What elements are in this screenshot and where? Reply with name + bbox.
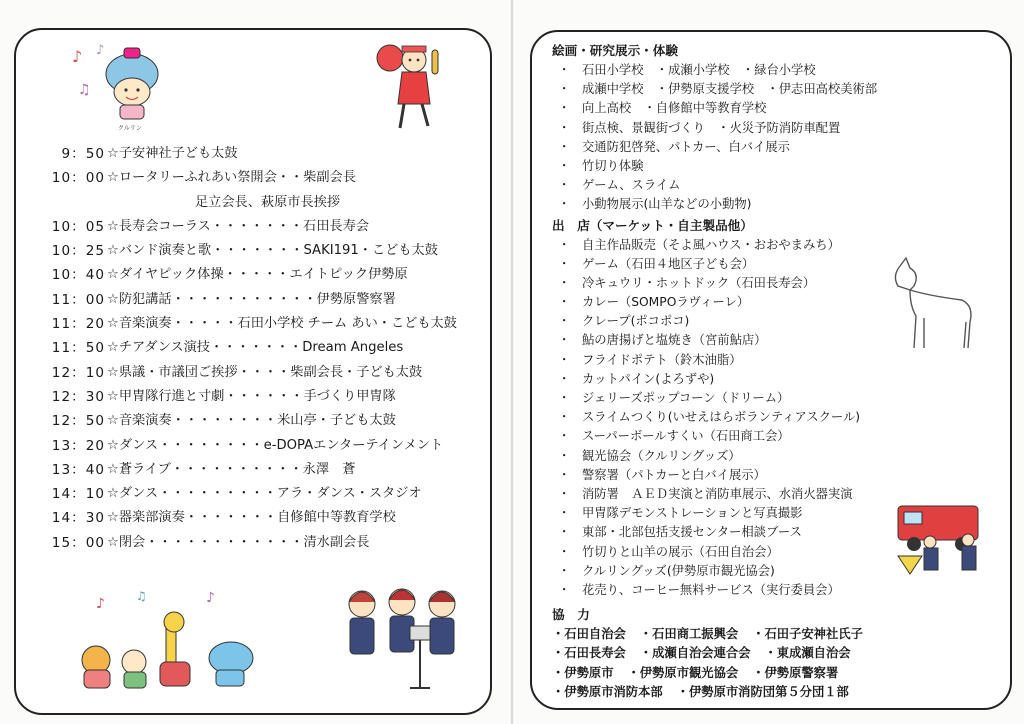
svg-text:♪: ♪ xyxy=(72,47,83,66)
list-item xyxy=(552,119,972,138)
mascot-label: クルリン xyxy=(118,125,142,132)
bullet: ・ xyxy=(558,256,571,271)
schedule-event: ☆バンド演奏と歌・・・・・・・SAKI191・こども太鼓 xyxy=(107,243,438,259)
cooperator: ・伊勢原市消防本部 xyxy=(552,685,663,700)
schedule-event: ☆子安神社子ども太鼓 xyxy=(107,146,238,161)
section-title-stalls: 出 店（マーケット・自主製品他） xyxy=(552,217,753,233)
schedule-event: ☆ダンス・・・・・・・・e-DOPAエンターテインメント xyxy=(107,437,444,453)
schedule-list xyxy=(30,142,490,555)
list-item xyxy=(552,389,972,408)
item-text: 街点検、景観街づくり ・火災予防消防車配置 xyxy=(582,120,841,135)
cooperator: ・伊勢原市観光協会 xyxy=(627,665,739,680)
bullet: ・ xyxy=(558,275,571,290)
cooperator: ・石田商工振興会 xyxy=(639,627,739,642)
schedule-event: ☆蒼ライブ・・・・・・・・・・永澤 蒼 xyxy=(107,461,356,477)
svg-text:♪: ♪ xyxy=(206,590,215,606)
svg-text:♫: ♫ xyxy=(78,82,91,98)
bullet: ・ xyxy=(558,352,571,367)
schedule-time: 13：20 xyxy=(51,437,105,454)
schedule-row xyxy=(30,506,490,530)
schedule-row xyxy=(30,215,490,239)
bullet: ・ xyxy=(558,371,571,386)
bullet: ・ xyxy=(558,467,571,482)
bullet: ・ xyxy=(558,158,571,173)
schedule-event: ☆長寿会コーラス・・・・・・・石田長寿会 xyxy=(107,218,369,234)
schedule-event: ☆ロータリーふれあい祭開会・・柴副会長 xyxy=(107,170,356,186)
schedule-row xyxy=(30,239,490,263)
schedule-time: 9：50 xyxy=(61,146,105,162)
schedule-time: 14：10 xyxy=(51,486,105,503)
cooperator: ・東成瀬自治会 xyxy=(764,646,851,661)
list-item xyxy=(552,447,972,466)
list-item xyxy=(552,176,972,195)
schedule-event: ☆音楽演奏・・・・・石田小学校 チーム あい・こども太鼓 xyxy=(107,316,457,332)
schedule-row xyxy=(30,336,490,360)
section-title-exhibits: 絵画・研究展示・体験 xyxy=(552,43,678,58)
svg-text:♫: ♫ xyxy=(136,589,147,603)
cooperation-row xyxy=(552,625,972,644)
item-text: スライムつくり(いせえはらボランティアスクール) xyxy=(582,410,861,425)
fire-truck-illustration xyxy=(890,496,990,582)
item-text: 交通防犯啓発、パトカー、白バイ展示 xyxy=(582,139,790,154)
bullet: ・ xyxy=(558,486,571,501)
bullet: ・ xyxy=(558,82,571,97)
schedule-time: 12：10 xyxy=(51,364,105,381)
item-text: フライドポテト（鈴木油脂） xyxy=(582,352,742,367)
cooperator: ・石田子安神社氏子 xyxy=(752,627,863,642)
item-text: カットパイン(よろずや) xyxy=(582,371,715,386)
item-text: 甲冑隊デモンストレーションと写真撮影 xyxy=(582,506,803,521)
schedule-event: ☆器楽部演奏・・・・・・・自修館中等教育学校 xyxy=(107,510,396,526)
cooperation-section xyxy=(552,604,972,703)
schedule-time: 11：20 xyxy=(51,316,105,333)
list-item xyxy=(552,370,972,389)
bullet: ・ xyxy=(558,429,571,444)
schedule-event: ☆甲冑隊行進と寸劇・・・・・・手づくり甲冑隊 xyxy=(107,388,396,404)
item-text: 向上高校 ・自修館中等教育学校 xyxy=(582,101,767,116)
goat-illustration xyxy=(870,256,980,356)
schedule-row xyxy=(30,361,490,385)
schedule-time: 12：30 xyxy=(51,388,105,405)
booth-content xyxy=(552,40,972,703)
schedule-row xyxy=(30,434,490,458)
item-text: 成瀬中学校 ・伊勢原支援学校 ・伊志田高校美術部 xyxy=(582,82,878,97)
cooperator: ・石田長寿会 xyxy=(552,646,626,661)
choir-girls-illustration xyxy=(340,582,470,694)
cooperator: ・伊勢原警察署 xyxy=(752,665,839,680)
list-item xyxy=(552,236,972,255)
svg-text:♪: ♪ xyxy=(96,43,105,58)
schedule-time: 13：40 xyxy=(51,461,105,478)
list-item xyxy=(552,466,972,485)
schedule-row xyxy=(30,312,490,336)
cooperator: ・成瀬自治会連合会 xyxy=(639,646,751,661)
item-text: 石田小学校 ・成瀬小学校 ・緑台小学校 xyxy=(582,63,816,77)
bullet: ・ xyxy=(558,197,571,212)
item-text: ゲーム（石田４地区子ども会） xyxy=(582,256,755,271)
item-text: ジェリーズポップコーン（ドリーム） xyxy=(582,391,790,405)
list-item xyxy=(552,581,972,600)
schedule-time xyxy=(30,191,105,215)
schedule-time: 15：00 xyxy=(51,534,105,551)
schedule-event: ☆音楽演奏・・・・・・・・米山亭・子ども太鼓 xyxy=(107,413,396,429)
item-text: ゲーム、スライム xyxy=(582,178,681,193)
schedule-time: 12：50 xyxy=(51,413,105,430)
list-item xyxy=(552,195,972,214)
bullet: ・ xyxy=(558,237,571,252)
schedule-time: 14：30 xyxy=(51,510,105,527)
item-text: 東部・北部包括支援センター相談ブース xyxy=(582,525,802,540)
schedule-time: 11：00 xyxy=(51,291,105,308)
bullet: ・ xyxy=(558,448,571,463)
svg-text:♪: ♪ xyxy=(96,596,105,612)
schedule-time: 10：00 xyxy=(51,170,105,187)
list-item xyxy=(552,61,972,80)
bullet: ・ xyxy=(558,333,571,348)
item-text: 観光協会（クルリングッズ） xyxy=(582,448,741,463)
item-text: カレー（SOMPOラヴィーレ） xyxy=(582,295,750,310)
bullet: ・ xyxy=(558,178,571,193)
schedule-event: ☆県議・市議団ご挨拶・・・・柴副会長・子ども太鼓 xyxy=(107,364,423,380)
schedule-row xyxy=(30,288,490,312)
bullet: ・ xyxy=(558,525,571,540)
page-fold xyxy=(511,0,513,724)
bullet: ・ xyxy=(558,391,571,405)
item-text: クレープ(ポコポコ) xyxy=(582,314,690,329)
schedule-row xyxy=(30,385,490,409)
bullet: ・ xyxy=(558,295,571,310)
bullet: ・ xyxy=(558,139,571,154)
item-text: クルリングッズ(伊勢原市観光協会) xyxy=(582,563,775,578)
schedule-row xyxy=(30,531,490,555)
schedule-time: 10：40 xyxy=(51,267,105,284)
list-item xyxy=(552,157,972,176)
bullet: ・ xyxy=(558,410,571,425)
schedule-row xyxy=(30,191,490,215)
schedule-row xyxy=(30,458,490,482)
cooperator: ・石田自治会 xyxy=(552,627,626,642)
schedule-event: ☆ダンス・・・・・・・・・アラ・ダンス・スタジオ xyxy=(107,486,422,502)
kururin-mascot-illustration xyxy=(66,40,176,132)
cooperation-row xyxy=(552,644,972,663)
item-text: 警察署（パトカーと白バイ展示） xyxy=(582,467,766,482)
schedule-event: ☆ダイヤピック体操・・・・・エイトピック伊勢原 xyxy=(107,267,408,283)
list-item xyxy=(552,80,972,99)
list-item xyxy=(552,408,972,427)
schedule-event: ☆チアダンス演技・・・・・・・Dream Angeles xyxy=(107,340,404,356)
item-text: 消防署 ＡＥＤ実演と消防車展示、水消火器実演 xyxy=(582,486,853,501)
section-title-cooperation: 協 力 xyxy=(552,607,590,623)
cooperator: ・伊勢原市 xyxy=(552,665,614,680)
cooperation-row xyxy=(552,664,972,683)
bullet: ・ xyxy=(558,563,571,578)
schedule-event: ☆防犯講話・・・・・・・・・・・伊勢原警察署 xyxy=(107,291,396,307)
item-text: スーパーボールすくい（石田商工会） xyxy=(582,429,790,444)
schedule-row xyxy=(30,142,490,166)
bullet: ・ xyxy=(558,63,571,77)
schedule-time: 10：25 xyxy=(51,243,105,260)
item-text: 竹切りと山羊の展示（石田自治会） xyxy=(582,544,779,559)
list-item xyxy=(552,138,972,157)
item-text: 冷キュウリ・ホットドック（石田長寿会） xyxy=(582,275,816,290)
schedule-event: 足立会長、萩原市長挨拶 xyxy=(195,194,341,210)
animal-band-illustration xyxy=(66,580,276,698)
item-text: 竹切り体験 xyxy=(582,158,644,173)
bullet: ・ xyxy=(558,544,571,559)
bullet: ・ xyxy=(558,120,571,135)
schedule-event: ☆閉会・・・・・・・・・・・・清水副会長 xyxy=(107,534,370,550)
schedule-row xyxy=(30,263,490,287)
festival-boy-illustration xyxy=(372,38,452,138)
schedule-time: 11：50 xyxy=(51,340,105,357)
list-item xyxy=(552,99,972,118)
schedule-time: 10：05 xyxy=(51,218,105,235)
schedule-row xyxy=(30,482,490,506)
schedule-row xyxy=(30,409,490,433)
bullet: ・ xyxy=(558,314,571,329)
item-text: 小動物展示(山羊などの小動物) xyxy=(582,197,752,212)
item-text: 鮎の唐揚げと塩焼き（宮前鮎店） xyxy=(582,333,767,348)
cooperator: ・伊勢原市消防団第５分団１部 xyxy=(676,685,849,700)
item-text: 自主作品販売（そよ風ハウス・おおやまみち） xyxy=(582,237,840,252)
schedule-row xyxy=(30,166,490,190)
bullet: ・ xyxy=(558,582,571,597)
item-text: 花売り、コーヒー無料サービス（実行委員会） xyxy=(582,582,840,597)
cooperation-row xyxy=(552,683,972,702)
bullet: ・ xyxy=(558,101,571,116)
bullet: ・ xyxy=(558,506,571,521)
list-item xyxy=(552,427,972,446)
